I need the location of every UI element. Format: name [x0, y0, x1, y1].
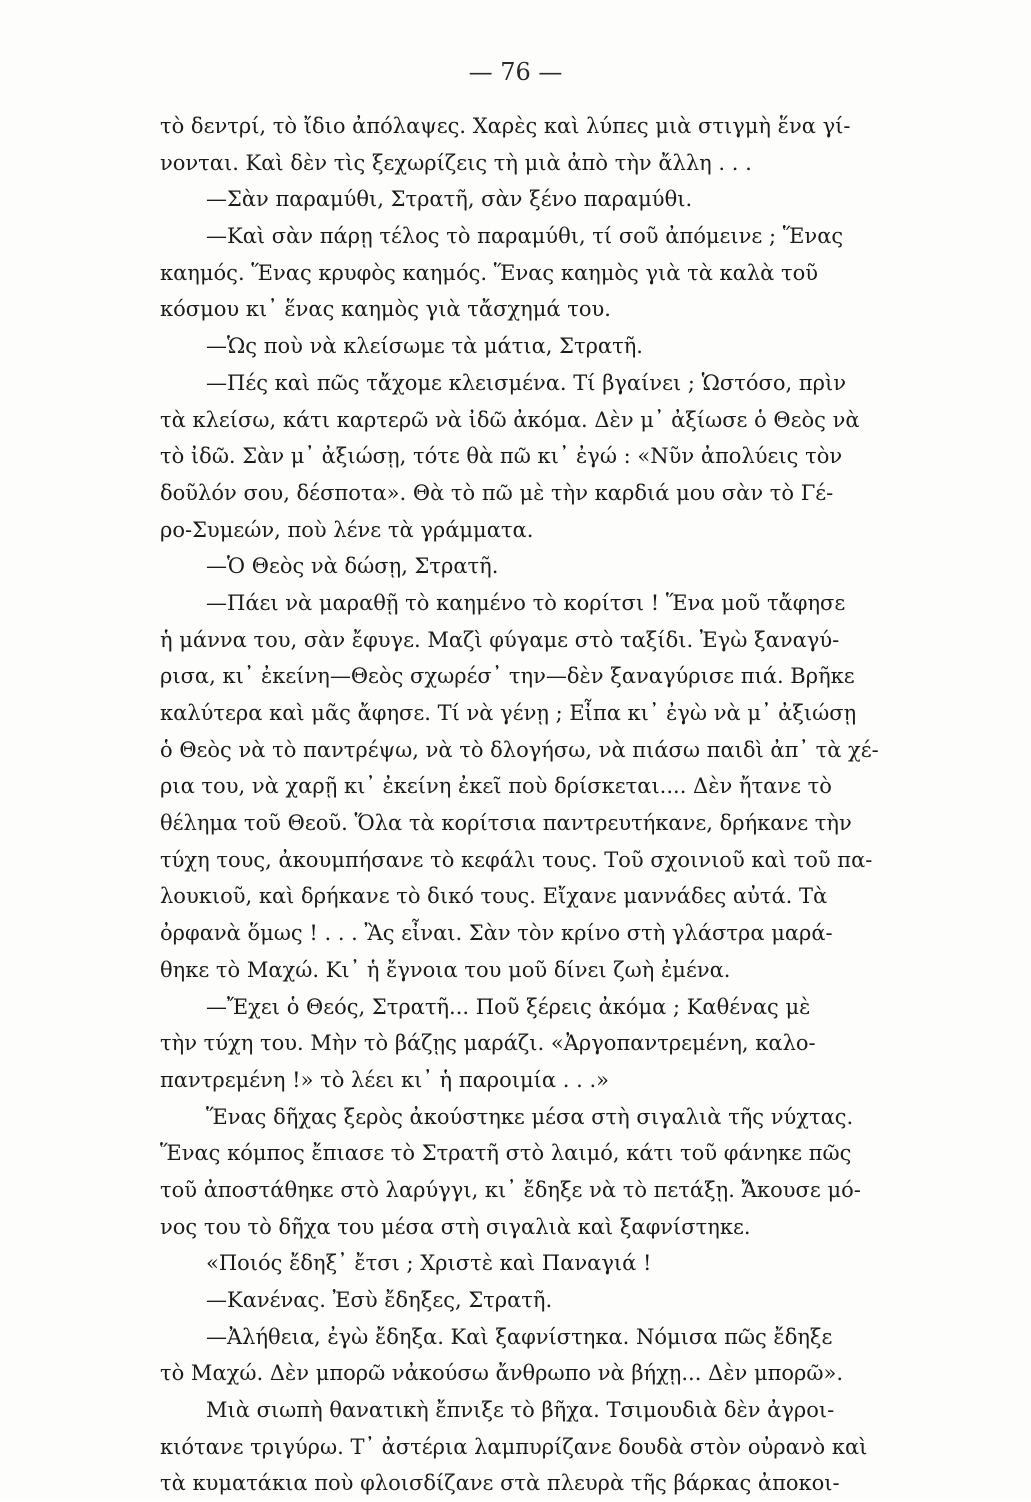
text-line: —Ὡς ποὺ νὰ κλείσωμε τὰ μάτια, Στρατῆ. — [206, 334, 643, 359]
text-line: —Καὶ σὰν πάρῃ τέλος τὸ παραμύθι, τί σοῦ ἀπόμεινε ; Ἕνας — [206, 224, 844, 249]
text-line: —Ἀλήθεια, ἐγὼ ἔδηξα. Καὶ ξαφνίστηκα. Νόμισα πῶς ἔδηξε — [206, 1324, 833, 1349]
text-line: —Πές καὶ πῶς τἄχομε κλεισμένα. Τί βγαίνει ; Ὡστόσο, πρὶν — [206, 370, 846, 395]
text-line: ρο-Συμεών, ποὺ λένε τὰ γράμματα. — [160, 517, 534, 542]
body-text — [160, 108, 910, 1502]
text-line: θέλημα τοῦ Θεοῦ. Ὅλα τὰ κορίτσια παντρευτήκανε, δρήκανε τὴν — [160, 811, 852, 836]
text-line: —Κανένας. Ἐσὺ ἔδηξες, Στρατῆ. — [206, 1288, 553, 1312]
text-line: καημός. Ἕνας κρυφὸς καημός. Ἕνας καημὸς γιὰ τὰ καλὰ τοῦ — [160, 260, 819, 285]
text-line: καλύτερα καὶ μᾶς ἄφησε. Τί νὰ γένῃ ; Εἶπα κι᾿ ἐγὼ νὰ μ᾿ ἀξιώσῃ — [160, 701, 857, 725]
text-line: τὸ δεντρί, τὸ ἴδιο ἀπόλαψες. Χαρὲς καὶ λύπες μιὰ στιγμὴ ἕνα γί- — [160, 114, 851, 138]
text-line: τὸ ἰδῶ. Σὰν μ᾿ ἀξιώσῃ, τότε θὰ πῶ κι᾿ ἐγώ : «Νῦν ἀπολύεις τὸν — [160, 444, 843, 469]
text-line: τύχη τους, ἀκουμπήσανε τὸ κεφάλι τους. Τοῦ σχοινιοῦ καὶ τοῦ πα- — [160, 847, 873, 872]
text-line: παντρεμένη !» τὸ λέει κι᾿ ἡ παροιμία . . .» — [160, 1067, 609, 1092]
text-line: ὀρφανὰ ὅμως ! . . . Ἂς εἶναι. Σὰν τὸν κρίνο στὴ γλάστρα μαρά- — [160, 921, 833, 946]
text-line: δοῦλόν σου, δέσποτα». Θὰ τὸ πῶ μὲ τὴν καρδιά μου σὰν τὸ Γέ- — [160, 480, 834, 505]
text-line: νονται. Καὶ δὲν τὶς ξεχωρίζεις τὴ μιὰ ἀπὸ τὴν ἄλλη . . . — [160, 150, 752, 175]
page-number: — 76 — — [468, 58, 563, 86]
text-line: ρισα, κι᾿ ἐκείνη—Θεὸς σχωρέσ᾿ την—δὲν ξαναγύρισε πιά. Βρῆκε — [160, 664, 855, 689]
text-line: θηκε τὸ Μαχώ. Κι᾿ ἡ ἔγνοια του μοῦ δίνει ζωὴ ἐμένα. — [160, 957, 731, 982]
text-line: —Σὰν παραμύθι, Στρατῆ, σὰν ξένο παραμύθι. — [206, 187, 693, 212]
text-line: τὴν τύχη του. Μὴν τὸ βάζῃς μαράζι. «Ἀργοπαντρεμένη, καλο- — [160, 1031, 816, 1056]
text-line: κόσμου κι᾿ ἕνας καημὸς γιὰ τἄσχημά του. — [160, 297, 611, 322]
text-line: λουκιοῦ, καὶ δρήκανε τὸ δικό τους. Εἴχανε μαννάδες αὐτά. Τὰ — [160, 884, 828, 909]
text-line: κιότανε τριγύρω. Τ᾿ ἀστέρια λαμπυρίζανε δουδὰ στὸν οὐρανὸ καὶ — [160, 1434, 868, 1459]
text-line: Ἕνας κόμπος ἔπιασε τὸ Στρατῆ στὸ λαιμό, κάτι τοῦ φάνηκε πῶς — [160, 1141, 852, 1166]
text-line: τὸ Μαχώ. Δὲν μπορῶ νἀκούσω ἄνθρωπο νὰ βήχῃ... Δὲν μπορῶ». — [160, 1361, 844, 1386]
text-line: Ἕνας δῆχας ξερὸς ἀκούστηκε μέσα στὴ σιγαλιὰ τῆς νύχτας. — [206, 1104, 854, 1129]
text-line: νος του τὸ δῆχα του μέσα στὴ σιγαλιὰ καὶ ξαφνίστηκε. — [160, 1214, 751, 1239]
text-line: ὁ Θεὸς νὰ τὸ παντρέψω, νὰ τὸ δλογήσω, νὰ πιάσω παιδὶ ἀπ᾿ τὰ χέ- — [160, 737, 879, 762]
text-line: —Ὁ Θεὸς νὰ δώσῃ, Στρατῆ. — [206, 554, 499, 579]
text-line: Μιὰ σιωπὴ θανατικὴ ἔπνιξε τὸ βῆχα. Τσιμουδιὰ δὲν ἀγροι- — [206, 1398, 835, 1423]
text-line: —Ἔχει ὁ Θεός, Στρατῆ... Ποῦ ξέρεις ἀκόμα ; Καθένας μὲ — [206, 994, 811, 1019]
text-line: «Ποιός ἔδηξ᾿ ἔτσι ; Χριστὲ καὶ Παναγιά ! — [206, 1251, 652, 1276]
text-line: —Πάει νὰ μαραθῇ τὸ καημένο τὸ κορίτσι ! Ἕνα μοῦ τἄφησε — [206, 590, 846, 615]
text-line: τοῦ ἀποστάθηκε στὸ λαρύγγι, κι᾿ ἔδηξε νὰ τὸ πετάξῃ. Ἄκουσε μό- — [160, 1177, 861, 1202]
text-line: τὰ κλείσω, κάτι καρτερῶ νὰ ἰδῶ ἀκόμα. Δὲν μ᾿ ἀξίωσε ὁ Θεὸς νὰ — [160, 407, 860, 432]
text-line: ρια του, νὰ χαρῇ κι᾿ ἐκείνη ἐκεῖ ποὺ δρίσκεται.... Δὲν ἤτανε τὸ — [160, 774, 832, 799]
text-line: ἡ μάννα του, σὰν ἔφυγε. Μαζὶ φύγαμε στὸ ταξίδι. Ἐγὼ ξαναγύ- — [160, 627, 840, 652]
text-line: τὰ κυματάκια ποὺ φλοισδίζανε στὰ πλευρὰ τῆς βάρκας ἀποκοι- — [160, 1471, 840, 1496]
